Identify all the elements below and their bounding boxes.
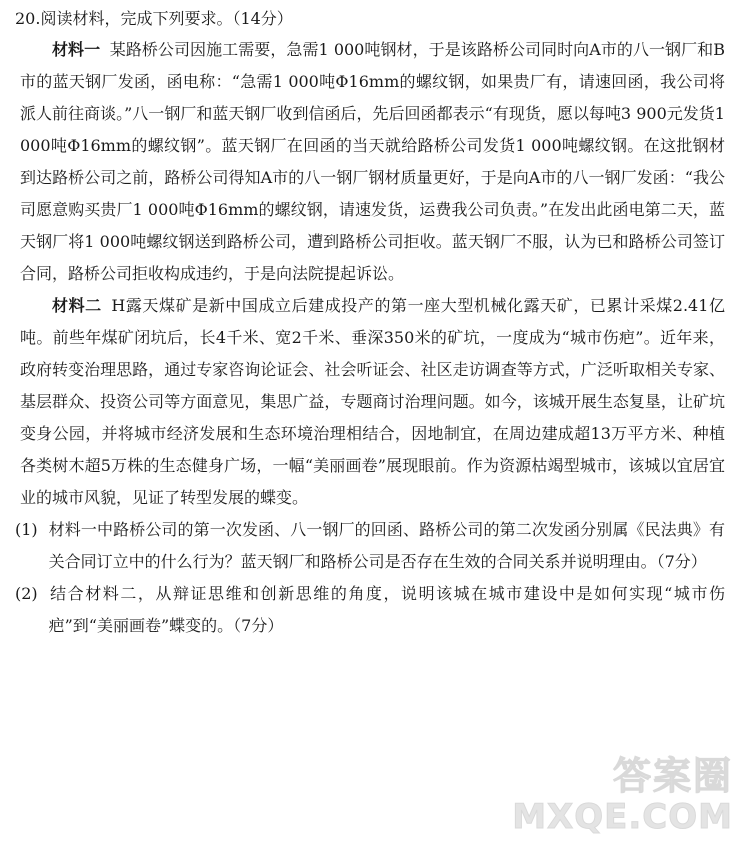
- material-one-text: 某路桥公司因施工需要，急需1 000吨钢材，于是该路桥公司同时向A市的八一钢厂和B市的蓝天钢厂发函，函电称：“急需1 000吨Φ16mm的螺纹钢，如果贵厂有，请速回函，我公司将派人前往商谈。”八一钢厂和蓝天钢厂收到信函后，先后回函都表示“有现货，愿以每吨3 900元发货1 000吨Φ16mm的螺纹钢”。蓝天钢厂在回函的当天就给路桥公司发货1 000吨螺纹钢。在这批钢材到达路桥公司之前，路桥公司得知A市的八一钢厂钢材质量更好，于是向A市的八一钢厂发函：“我公司愿意购买贵厂1 000吨Φ16mm的螺纹钢，请速发货，运费我公司负责。”在发出此函电第二天，蓝天钢厂将1 000吨螺纹钢送到路桥公司，遭到路桥公司拒收。蓝天钢厂不服，认为已和路桥公司签订合同，路桥公司拒收构成违约，于是向法院提起诉讼。: [20, 40, 725, 283]
- sub-question-1-number: (1): [15, 520, 38, 539]
- sub-question-2-text: 结合材料二，从辩证思维和创新思维的角度，说明该城在城市建设中是如何实现“城市伤疤”到“美丽画卷”蝶变的。（7分）: [48, 584, 725, 635]
- material-two-text: H露天煤矿是新中国成立后建成投产的第一座大型机械化露天矿，已累计采煤2.41亿吨。前些年煤矿闭坑后，长4千米、宽2千米、垂深350米的矿坑，一度成为“城市伤疤”。近年来，政府转变治理思路，通过专家咨询论证会、社会听证会、社区走访调查等方式，广泛听取相关专家、基层群众、投资公司等方面意见，集思广益，专题商讨治理问题。如今，该城开展生态复垦，让矿坑变身公园，并将城市经济发展和生态环境治理相结合，因地制宜，在周边建成超13万平方米、种植各类树木超5万株的生态健身广场，一幅“美丽画卷”展现眼前。作为资源枯竭型城市，该城以宜居宜业的城市风貌，见证了转型发展的蝶变。: [20, 296, 725, 507]
- watermark-site-text: MXQE.COM: [512, 797, 733, 837]
- sub-question-2-number: (2): [15, 584, 38, 603]
- material-one-label: 材料一: [52, 40, 101, 59]
- material-two-paragraph: [15, 290, 725, 514]
- sub-question-2: [15, 578, 725, 642]
- question-heading: 20.阅读材料，完成下列要求。（14分）: [15, 9, 293, 28]
- watermark-logo-text: 答案圈: [612, 754, 733, 798]
- material-two-label: 材料二: [52, 296, 102, 315]
- sub-question-1: [15, 514, 725, 578]
- sub-question-1-text: 材料一中路桥公司的第一次发函、八一钢厂的回函、路桥公司的第二次发函分别属《民法典》有关合同订立中的什么行为？蓝天钢厂和路桥公司是否存在生效的合同关系并说明理由。（7分）: [48, 520, 725, 571]
- material-one-paragraph: [15, 34, 725, 290]
